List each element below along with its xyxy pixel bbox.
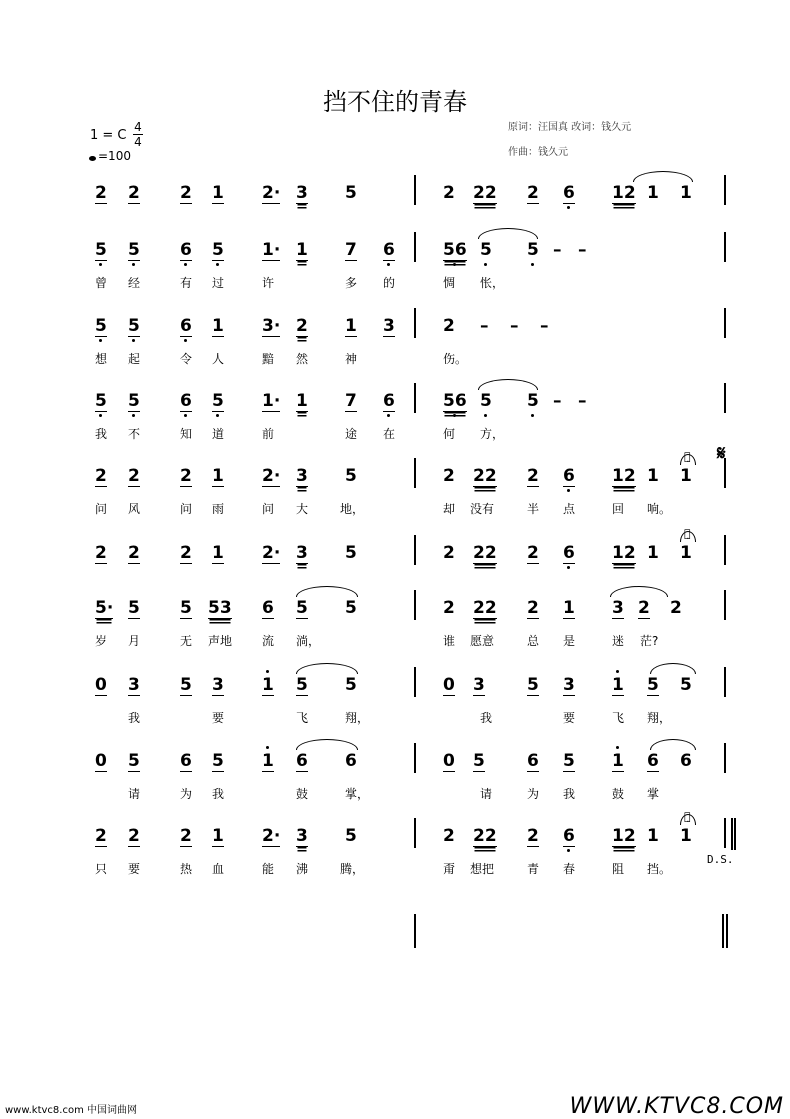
note: 12	[612, 543, 636, 563]
song-title: 挡不住的青春	[323, 88, 467, 116]
lyric: 却	[443, 502, 456, 516]
note: 5	[527, 675, 539, 695]
barline	[414, 232, 416, 262]
note: 5	[180, 598, 192, 618]
note: 1	[345, 316, 357, 336]
note: 1	[296, 240, 308, 260]
note: 2	[180, 183, 192, 203]
note: 22	[473, 466, 497, 486]
lyric: 总	[527, 634, 540, 648]
lyric: 怅，	[480, 276, 505, 290]
note: 5	[345, 826, 357, 846]
note: 1	[680, 826, 692, 846]
note: 5	[480, 240, 492, 260]
note: 6	[180, 391, 192, 411]
lyric: 请	[128, 787, 141, 801]
lyric: 血	[212, 862, 225, 876]
composer-credit: 作曲：钱久元	[508, 147, 568, 158]
note: 5	[296, 598, 308, 618]
lyric: 问	[262, 502, 275, 516]
lyric: 为	[180, 787, 193, 801]
note: 2	[443, 316, 455, 336]
note: 3	[296, 466, 308, 486]
note: 6	[680, 751, 692, 771]
note: 22	[473, 183, 497, 203]
note: 5	[128, 391, 140, 411]
note: 1	[647, 543, 659, 563]
segno-icon: 𝄋	[717, 441, 726, 465]
barline	[414, 458, 416, 488]
note: –	[553, 240, 562, 260]
note: 3	[128, 675, 140, 695]
barline	[414, 535, 416, 565]
slur	[478, 379, 538, 390]
tempo-marking	[89, 149, 131, 163]
barline	[414, 743, 416, 773]
note: 2	[95, 543, 107, 563]
note: 6	[647, 751, 659, 771]
lyric: 飞	[296, 711, 309, 725]
lyric: 有	[180, 276, 193, 290]
note: –	[480, 316, 489, 336]
note: 7	[345, 240, 357, 260]
lyric: 黯	[262, 352, 275, 366]
lyric: 道	[212, 427, 225, 441]
note: 3	[473, 675, 485, 695]
note: 2	[180, 543, 192, 563]
slur	[296, 663, 358, 674]
note: 5	[345, 598, 357, 618]
lyric: 伤。	[443, 352, 468, 366]
lyric: 热	[180, 862, 193, 876]
lyric: 没有	[470, 502, 495, 516]
lyric: 甭	[443, 862, 456, 876]
note: –	[578, 391, 587, 411]
lyric: 是	[563, 634, 576, 648]
note: 6	[262, 598, 274, 618]
footer-left-site: www.ktvc8.com 中国词曲网	[5, 1105, 138, 1116]
note: 5	[95, 316, 107, 336]
lyric: 要	[128, 862, 141, 876]
quarter-note-icon	[89, 156, 96, 161]
note: 3	[296, 826, 308, 846]
note: 6	[563, 543, 575, 563]
barline	[724, 535, 726, 565]
lyric: 阻	[612, 862, 625, 876]
note: –	[578, 240, 587, 260]
lyric: 想	[95, 352, 108, 366]
barline	[722, 914, 724, 948]
lyric: 飞	[612, 711, 625, 725]
lyric: 风	[128, 502, 141, 516]
lyric: 腾，	[340, 862, 365, 876]
note: 2	[128, 543, 140, 563]
lyric: 然	[296, 352, 309, 366]
note: 1	[647, 183, 659, 203]
note: 2	[128, 826, 140, 846]
note: 5	[527, 240, 539, 260]
lyric: 掌	[647, 787, 660, 801]
lyric: 雨	[212, 502, 225, 516]
note: 5	[473, 751, 485, 771]
note: 56	[443, 391, 467, 411]
fermata-icon: ⌒̣	[684, 450, 691, 463]
note: 2	[527, 183, 539, 203]
lyric: 谁	[443, 634, 456, 648]
barline	[724, 590, 726, 620]
lyric: 春	[563, 862, 576, 876]
note: 5	[212, 391, 224, 411]
lyric: 挡。	[647, 862, 672, 876]
barline	[414, 308, 416, 338]
lyric: 回	[612, 502, 625, 516]
note: 22	[473, 826, 497, 846]
slur	[296, 739, 358, 750]
barline	[414, 914, 416, 948]
note: 5	[345, 466, 357, 486]
note: 1	[680, 543, 692, 563]
note: 1	[212, 183, 224, 203]
barline	[724, 308, 726, 338]
ds-marking: D.S.	[707, 853, 734, 866]
lyric: 令	[180, 352, 193, 366]
lyric: 许	[262, 276, 275, 290]
note: 5	[212, 751, 224, 771]
barline	[414, 175, 416, 205]
note: 2	[180, 826, 192, 846]
lyric: 途	[345, 427, 358, 441]
note: –	[540, 316, 549, 336]
lyric: 点	[563, 502, 576, 516]
lyric: 过	[212, 276, 225, 290]
note: 5	[128, 598, 140, 618]
lyric: 在	[383, 427, 396, 441]
note: 1	[212, 316, 224, 336]
note: 5	[296, 675, 308, 695]
note: 1	[612, 751, 624, 771]
note: 6	[383, 240, 395, 260]
lyric: 我	[95, 427, 108, 441]
note: 6	[527, 751, 539, 771]
note: 3	[296, 183, 308, 203]
note: 6	[180, 751, 192, 771]
note: 2	[296, 316, 308, 336]
lyric: 鼓	[612, 787, 625, 801]
note: 1	[212, 466, 224, 486]
note: 1	[212, 826, 224, 846]
note: 6	[180, 240, 192, 260]
barline	[414, 590, 416, 620]
fermata-icon: ⌒̣	[684, 810, 691, 823]
lyric: 茫?	[640, 634, 659, 648]
time-signature	[133, 120, 143, 149]
note: –	[553, 391, 562, 411]
note: 2	[527, 598, 539, 618]
lyric: 掌，	[345, 787, 370, 801]
barline	[724, 818, 726, 848]
lyric: 人	[212, 352, 225, 366]
note: 2	[443, 826, 455, 846]
note: 2	[128, 466, 140, 486]
lyric: 的	[383, 276, 396, 290]
lyric: 地，	[340, 502, 365, 516]
note: 2	[527, 543, 539, 563]
slur	[633, 171, 693, 182]
note: 1	[612, 675, 624, 695]
note: 12	[612, 466, 636, 486]
lyric: 迷	[612, 634, 625, 648]
lyric: 多	[345, 276, 358, 290]
barline	[724, 383, 726, 413]
note: 2	[527, 826, 539, 846]
lyric: 翔，	[345, 711, 370, 725]
note: 1	[647, 826, 659, 846]
note: 56	[443, 240, 467, 260]
note: 1	[680, 183, 692, 203]
lyric: 想把	[470, 862, 495, 876]
lyric: 曾	[95, 276, 108, 290]
note: 6	[345, 751, 357, 771]
note: 1	[680, 466, 692, 486]
note: 2	[180, 466, 192, 486]
note: 6	[180, 316, 192, 336]
time-sig-top: 4	[134, 120, 142, 134]
note: 2	[443, 598, 455, 618]
lyric: 愿意	[470, 634, 495, 648]
slur	[650, 739, 696, 750]
note: 2	[527, 466, 539, 486]
lyric: 大	[296, 502, 309, 516]
footer-right-logo: WWW.KTVC8.COM	[569, 1094, 784, 1119]
lyric: 惆	[443, 276, 456, 290]
lyric: 翔，	[647, 711, 672, 725]
lyric: 起	[128, 352, 141, 366]
note: 2·	[262, 183, 281, 203]
lyric: 沸	[296, 862, 309, 876]
note: 5	[128, 240, 140, 260]
fermata-icon: ⌒̣	[684, 527, 691, 540]
lyric: 前	[262, 427, 275, 441]
note: 5	[128, 316, 140, 336]
lyricist-credit: 原词：汪国真 改词：钱久元	[508, 122, 632, 133]
note: 5	[563, 751, 575, 771]
note: 6	[563, 466, 575, 486]
note: 3	[383, 316, 395, 336]
note: 0	[443, 751, 455, 771]
lyric: 何	[443, 427, 456, 441]
note: 1	[647, 466, 659, 486]
lyric: 请	[480, 787, 493, 801]
note: 53	[208, 598, 232, 618]
lyric: 经	[128, 276, 141, 290]
note: –	[510, 316, 519, 336]
note: 5	[527, 391, 539, 411]
note: 0	[95, 675, 107, 695]
note: 2	[443, 183, 455, 203]
note: 6	[563, 826, 575, 846]
note: 3	[563, 675, 575, 695]
tempo-value: =100	[98, 149, 131, 163]
lyric: 青	[527, 862, 540, 876]
note: 3	[296, 543, 308, 563]
note: 5	[345, 183, 357, 203]
lyric: 声地	[208, 634, 233, 648]
time-sig-bottom: 4	[134, 135, 142, 149]
lyric: 我	[563, 787, 576, 801]
note: 6	[563, 183, 575, 203]
slur	[610, 586, 668, 597]
note: 2·	[262, 826, 281, 846]
lyric: 响。	[647, 502, 672, 516]
note: 5	[212, 240, 224, 260]
note: 1	[262, 675, 274, 695]
note: 1	[262, 751, 274, 771]
note: 3·	[262, 316, 281, 336]
barline	[724, 667, 726, 697]
lyric: 无	[180, 634, 193, 648]
note: 1	[212, 543, 224, 563]
barline	[734, 818, 736, 850]
note: 12	[612, 826, 636, 846]
lyric: 要	[212, 711, 225, 725]
note: 5	[647, 675, 659, 695]
lyric: 岁	[95, 634, 108, 648]
note: 2·	[262, 466, 281, 486]
note: 12	[612, 183, 636, 203]
lyric: 不	[128, 427, 141, 441]
lyric: 能	[262, 862, 275, 876]
note: 5	[345, 675, 357, 695]
lyric: 我	[128, 711, 141, 725]
note: 5·	[95, 598, 114, 618]
note: 3	[612, 598, 624, 618]
note: 5	[480, 391, 492, 411]
barline	[724, 232, 726, 262]
lyric: 知	[180, 427, 193, 441]
lyric: 问	[180, 502, 193, 516]
note: 2·	[262, 543, 281, 563]
lyric: 只	[95, 862, 108, 876]
note: 2	[128, 183, 140, 203]
lyric: 为	[527, 787, 540, 801]
note: 1·	[262, 240, 281, 260]
slur	[478, 228, 538, 239]
note: 0	[443, 675, 455, 695]
note: 5	[128, 751, 140, 771]
note: 0	[95, 751, 107, 771]
lyric: 月	[128, 634, 141, 648]
note: 3	[212, 675, 224, 695]
note: 22	[473, 543, 497, 563]
barline	[726, 914, 728, 948]
note: 7	[345, 391, 357, 411]
lyric: 神	[345, 352, 358, 366]
note: 5	[180, 675, 192, 695]
note: 1	[563, 598, 575, 618]
lyric: 要	[563, 711, 576, 725]
barline	[414, 383, 416, 413]
note: 2	[95, 466, 107, 486]
key-signature: 1 = C	[90, 128, 127, 143]
barline	[724, 175, 726, 205]
note: 5	[95, 240, 107, 260]
note: 5	[680, 675, 692, 695]
slur	[650, 663, 696, 674]
lyric: 问	[95, 502, 108, 516]
note: 2	[443, 543, 455, 563]
note: 6	[383, 391, 395, 411]
lyric: 方，	[480, 427, 505, 441]
slur	[296, 586, 358, 597]
lyric: 我	[212, 787, 225, 801]
lyric: 鼓	[296, 787, 309, 801]
note: 2	[95, 826, 107, 846]
note: 5	[345, 543, 357, 563]
lyric: 我	[480, 711, 493, 725]
note: 2	[670, 598, 682, 618]
barline	[414, 818, 416, 848]
barline	[414, 667, 416, 697]
lyric: 流	[262, 634, 275, 648]
barline	[724, 743, 726, 773]
note: 2	[638, 598, 650, 618]
barline	[731, 818, 733, 850]
note: 22	[473, 598, 497, 618]
note: 5	[95, 391, 107, 411]
note: 2	[443, 466, 455, 486]
note: 1·	[262, 391, 281, 411]
note: 6	[296, 751, 308, 771]
lyric: 淌，	[296, 634, 321, 648]
lyric: 半	[527, 502, 540, 516]
note: 2	[95, 183, 107, 203]
note: 1	[296, 391, 308, 411]
